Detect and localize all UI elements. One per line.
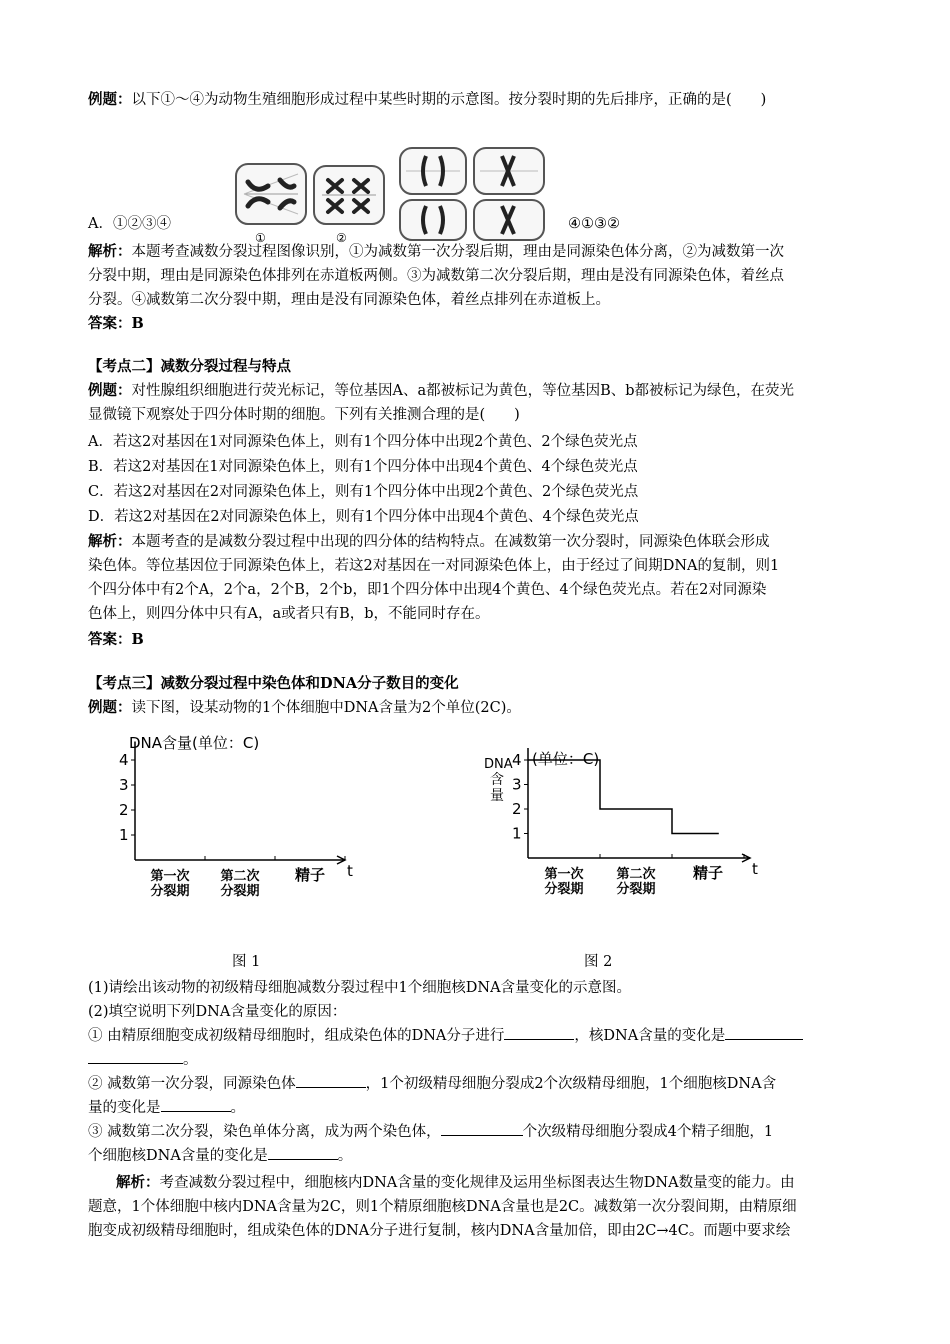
q1-analysis-3: 分裂。④减数第二次分裂中期，理由是没有同源染色体，着丝点排列在赤道板上。 (88, 292, 610, 308)
blank-2[interactable] (725, 1025, 803, 1040)
s3-item-1-cont (88, 1048, 868, 1072)
q1-answer (88, 312, 868, 336)
dna-step-line (528, 760, 719, 834)
x-category-label: 精子 (294, 866, 326, 884)
item3-text-c: 个细胞核DNA含量的变化是 (88, 1148, 268, 1164)
x-axis-label: t (347, 862, 353, 880)
analysis-text: 本题考查的是减数分裂过程中出现的四分体的结构特点。在减数第一次分裂时，同源染色体联会形成 (131, 534, 770, 550)
s2-option-c: C．若这2对基因在2对同源染色体上，则有1个四分体中出现2个黄色、2个绿色荧光点 (88, 484, 639, 500)
x-category-label: 第一次 (544, 867, 584, 882)
s2-analysis-4: 色体上，则四分体中只有A，a或者只有B，b，不能同时存在。 (88, 606, 490, 622)
section-2-heading: 【考点二】减数分裂过程与特点 (88, 358, 291, 375)
cell-label-2: ② (336, 231, 347, 244)
y-tick-label: 1 (119, 826, 129, 844)
item1-text-a: ① 由精原细胞变成初级精母细胞时，组成染色体的DNA分子进行 (88, 1028, 505, 1044)
y-axis-label-dna: DNA (484, 757, 513, 772)
cell-label-1: ① (255, 231, 266, 244)
blank-2-cont[interactable] (88, 1049, 183, 1064)
y-tick-label: 2 (512, 800, 522, 818)
s2-option-b: B．若这2对基因在1对同源染色体上，则有1个四分体中出现4个黄色、4个绿色荧光点 (88, 459, 638, 475)
s2-analysis-2: 染色体。等位基因位于同源染色体上，若这2对基因在一对同源染色体上，由于经过了间期DNA的复制，则1 (88, 558, 780, 574)
analysis-label: 解析： (116, 1174, 160, 1191)
answer-value: B (131, 315, 144, 332)
blank-1[interactable] (504, 1025, 574, 1040)
y-axis-unit: (单位：C) (532, 750, 600, 768)
q1-analysis-1 (88, 240, 868, 264)
x-category-label: 分裂期 (150, 884, 190, 899)
q1-analysis-2: 分裂中期，理由是同源染色体排列在赤道板两侧。③为减数第二次分裂后期，理由是没有同源染色体，着丝点 (88, 268, 784, 284)
s2-line1: 对性腺组织细胞进行荧光标记，等位基因A、a都被标记为黄色，等位基因B、b都被标记为绿色，在荧光 (131, 383, 795, 399)
y-axis-label-liang: 量 (490, 788, 504, 804)
analysis-label: 解析： (88, 243, 132, 260)
s3-item-2-cont (88, 1096, 868, 1120)
x-axis-label: t (752, 860, 758, 878)
y-tick-label: 1 (512, 824, 522, 843)
s3-analysis-2: 题意，1个体细胞中核内DNA含量为2C，则1个精原细胞核DNA含量也是2C。减数第一次分裂间期，由精原细 (88, 1199, 797, 1215)
y-axis-label: DNA含量(单位：C) (129, 734, 260, 752)
s3-analysis-3: 胞变成初级精母细胞时，组成染色体的DNA分子进行复制，核内DNA含量加倍，即由2C→4C。而题中要求绘 (88, 1223, 791, 1239)
item1-text-b: ，核DNA含量的变化是 (574, 1028, 726, 1044)
item2-end: 。 (230, 1100, 245, 1116)
s3-item-3-cont (88, 1144, 868, 1168)
s3-analysis-1 (116, 1171, 896, 1195)
x-category-label: 分裂期 (616, 882, 656, 897)
example-label: 例题： (88, 382, 132, 399)
item1-end: 。 (183, 1052, 198, 1068)
figure-1-caption: 图 1 (232, 954, 261, 970)
q1-option-a (88, 212, 868, 236)
item3-text-b: 个次级精母细胞分裂成4个精子细胞，1 (522, 1124, 774, 1140)
blank-6[interactable] (268, 1145, 338, 1160)
s2-option-d: D．若这2对基因在2对同源染色体上，则有1个四分体中出现4个黄色、4个绿色荧光点 (88, 509, 639, 525)
x-category-label: 分裂期 (220, 884, 260, 899)
x-category-label: 第一次 (150, 869, 190, 884)
figure-2-caption: 图 2 (584, 954, 613, 970)
y-tick-label: 3 (512, 775, 522, 794)
q1-stem (88, 88, 868, 112)
figure-1-chart (105, 728, 365, 928)
s3-q2: (2)填空说明下列DNA含量变化的原因： (88, 1004, 347, 1020)
s3-item-1 (88, 1024, 868, 1048)
q1-text: 以下①～④为动物生殖细胞形成过程中某些时期的示意图。按分裂时期的先后排序，正确的是( ) (131, 92, 767, 108)
figure-2-chart (478, 748, 768, 928)
example-label: 例题： (88, 91, 132, 108)
x-category-label: 第二次 (616, 867, 656, 882)
s2-option-a: A．若这2对基因在1对同源染色体上，则有1个四分体中出现2个黄色、2个绿色荧光点 (88, 434, 638, 450)
y-tick-label: 2 (119, 801, 129, 819)
analysis-label: 解析： (88, 533, 132, 550)
x-category-label: 分裂期 (544, 882, 584, 897)
y-axis-label-han: 含 (490, 772, 504, 788)
answer-label: 答案： (88, 315, 132, 332)
blank-5[interactable] (441, 1121, 523, 1136)
option-a-text: A．①②③④ (88, 216, 171, 232)
s2-analysis-3: 个四分体中有2个A，2个a，2个B，2个b，即1个四分体中出现4个黄色、4个绿色荧光点。若在2对同源染 (88, 582, 767, 598)
s2-stem-1 (88, 379, 868, 403)
cell-3-image (400, 148, 466, 194)
y-tick-label: 4 (512, 751, 522, 769)
s2-answer (88, 628, 868, 652)
item2-text-b: ，1个初级精母细胞分裂成2个次级精母细胞，1个细胞核DNA含 (365, 1076, 777, 1092)
example-label: 例题： (88, 699, 132, 716)
s2-stem-2: 显微镜下观察处于四分体时期的细胞。下列有关推测合理的是( ) (88, 407, 520, 423)
s3-intro (88, 696, 868, 720)
item3-text-a: ③ 减数第二次分裂，染色单体分离，成为两个染色体， (88, 1124, 441, 1140)
item2-text-a: ② 减数第一次分裂，同源染色体 (88, 1076, 296, 1092)
blank-4[interactable] (161, 1097, 231, 1112)
analysis-text: 考查减数分裂过程中，细胞核内DNA含量的变化规律及运用坐标图表达生物DNA数量变的能力。由 (159, 1175, 795, 1191)
y-tick-label: 4 (119, 751, 129, 769)
cell-4-image (474, 148, 544, 194)
s2-analysis-1 (88, 530, 868, 554)
q1-option-d (568, 212, 688, 236)
analysis-text: 本题考查减数分裂过程图像识别，①为减数第一次分裂后期，理由是同源染色体分离，②为减数第一次 (131, 244, 784, 260)
answer-label: 答案： (88, 631, 132, 648)
item2-text-c: 量的变化是 (88, 1100, 161, 1116)
s3-item-2 (88, 1072, 868, 1096)
y-tick-label: 3 (119, 776, 129, 794)
x-category-label: 精子 (692, 864, 724, 882)
s3-intro-text: 读下图，设某动物的1个体细胞中DNA含量为2个单位(2C)。 (131, 700, 521, 716)
answer-value: B (131, 631, 144, 648)
s3-item-3 (88, 1120, 868, 1144)
section-3-heading: 【考点三】减数分裂过程中染色体和DNA分子数目的变化 (88, 675, 459, 692)
s3-q1: (1)请绘出该动物的初级精母细胞减数分裂过程中1个细胞核DNA含量变化的示意图。 (88, 980, 632, 996)
x-category-label: 第二次 (220, 869, 260, 884)
option-d-text: ④①③② (568, 216, 620, 232)
blank-3[interactable] (296, 1073, 366, 1088)
item3-end: 。 (337, 1148, 353, 1164)
